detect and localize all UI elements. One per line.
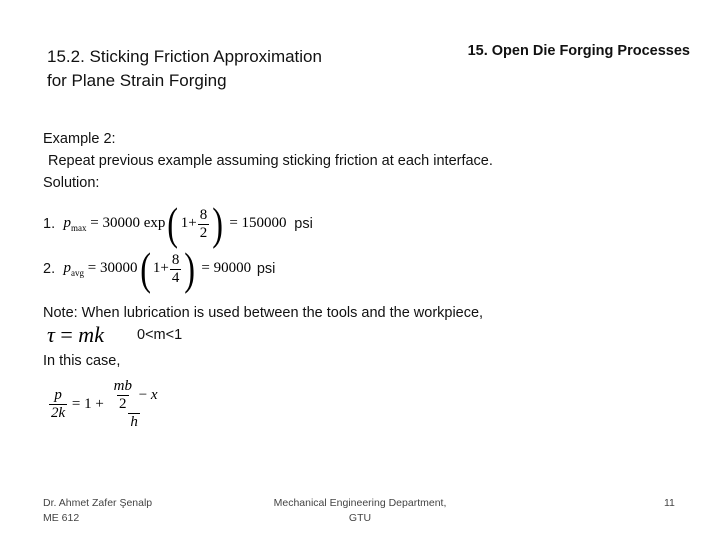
eq1-fraction [198,207,210,242]
eq1-lparen: ( [167,198,179,249]
eq4-mb: mb [113,378,132,394]
example-block [43,128,493,194]
eq1-one: 1 [180,215,189,232]
solution-label: Solution: [43,175,100,191]
eq2-num: 8 [171,251,180,268]
equation-tau-mk: τ = mk [47,322,104,347]
item-1-unit: psi [294,216,313,232]
eq2-lparen: ( [139,243,151,294]
item-2-label: 2. [43,261,56,277]
footer-department-block [260,496,460,526]
eq4-inner-fraction [112,378,134,413]
eq4-two: 2 [119,396,127,412]
equation-pressure-distribution: $\frac{p}{2k}$ = 1 + $\frac{mb}{2}$ − x h [51,378,158,430]
eq1-num: 8 [199,206,208,223]
page-number: 11 [664,497,675,509]
eq3-k: k [94,322,104,347]
equation-pmax: $p_{max} = 30000$ exp( 1+ $\frac{8}{2}$ ) = 150000 [63,198,287,249]
chapter-title: 15. Open Die Forging Processes [467,43,690,59]
equation-pavg: $p_{avg} = 30000$( 1+ $\frac{8}{4}$ ) = 90000 [63,243,252,294]
equation-1-row [43,198,313,249]
eq2-fraction [170,252,182,287]
eq2-result: 90000 [213,260,252,277]
eq2-rparen: ) [184,243,196,294]
slide-title-line2: for Plane Strain Forging [47,71,227,90]
slide-title-line1: 15.2. Sticking Friction Approximation [47,47,322,66]
eq4-rhs-numerator: $\frac{mb}{2}$ − x [113,378,158,412]
eq4-lhs-fraction [49,387,67,422]
item-1-label: 1. [43,216,56,232]
eq2-sub: avg [71,268,85,279]
eq1-den: 2 [199,224,208,241]
eq2-c1: 30000 [100,260,138,277]
slide-title [47,45,322,93]
eq3-tau: τ [47,322,55,347]
note-text: Note: When lubrication is used between the tools and the workpiece, [43,305,484,321]
eq4-h: h [130,414,138,430]
footer-course: ME 612 [43,512,80,524]
eq4-one: 1 [84,395,92,412]
eq1-rparen: ) [212,198,224,249]
example-text: Repeat previous example assuming sticking friction at each interface. [48,153,493,169]
eq4-2k: 2k [51,405,66,421]
footer-author-block [43,496,152,526]
eq4-p: p [54,387,62,403]
eq2-p: p [63,260,72,277]
eq2-den: 4 [171,269,180,286]
in-this-case-label: In this case, [43,353,121,369]
eq1-result: 150000 [241,215,287,232]
eq1-c1: 30000 [102,215,141,232]
footer-department: Mechanical Engineering Department, [273,497,447,509]
eq1-p: p [63,215,72,232]
example-heading: Example 2: [43,131,116,147]
item-2-unit: psi [256,261,276,277]
footer-author: Dr. Ahmet Zafer Şenalp [43,497,153,509]
eq1-fn: exp [143,215,166,232]
eq3-m: m [78,322,95,347]
eq2-one: 1 [152,260,161,277]
eq4-rhs-fraction [109,378,160,431]
m-range: 0<m<1 [137,327,183,343]
equation-2-row [43,243,276,294]
eq1-sub: max [71,223,87,234]
footer-institution: GTU [348,512,372,524]
eq4-x: x [150,386,158,403]
